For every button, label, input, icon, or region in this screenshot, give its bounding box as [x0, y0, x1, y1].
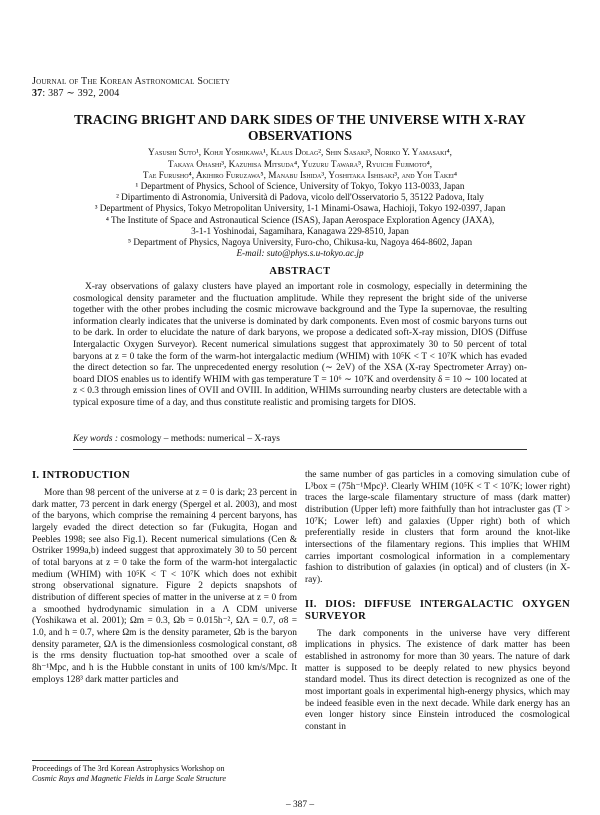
introduction-paragraph: More than 98 percent of the universe at z = 0 is dark; 23 percent in dark matter, 73 percent in dark energy (Spergel et al. 2003), and most of the baryons, which comprise the remaining 4 percent baryons, has largely evaded the direct detection so far (Fukugita, Hogan and Peebles 1998; see also Fig.1). Recent numerical simulations (Cen & Ostriker 1999a,b) indeed suggest that approximately 30 to 50 percent of total baryons at z = 0 take the form of the warm-hot intergalactic medium (WHIM) with 10⁵K < T < 10⁷K which does not exhibit strong observational signature. Figure 2 depicts snapshots of distribution of different species of matter in the universe at z = 0 from a smoothed hydrodynamic simulation in a Λ CDM universe (Yoshikawa et al. 2001); Ωm = 0.3, Ωb = 0.015h⁻², ΩΛ = 0.7, σ8 = 1.0, and h = 0.7, where Ωm is the density parameter, Ωb is the baryon density parameter, ΩΛ is the dimensionless cosmological constant, σ8 is the rms density fluctuation top-hat smoothed over a scale of 8h⁻¹Mpc, and h is the Hubble constant in units of 100 km/s/Mpc. It employs 128³ dark matter particles and: [32, 488, 297, 685]
journal-volume-line: [32, 88, 230, 100]
abstract-text: X-ray observations of galaxy clusters have played an important role in cosmology, especially in determining the cosmological density parameter and the fluctuation amplitude. While they represent the bright side of the universe together with the other probes including the cosmic microwave background and the Type Ia supernovae, the resulting information clearly indicates that the universe is dominated by dark components. Even most of cosmic baryons turns out to be dark. In order to elucidate the nature of dark baryons, we propose a dedicated soft-X-ray mission, DIOS (Diffuse Intergalactic Oxygen Surveyor). Recent numerical simulations suggest that approximately 30 to 50 percent of total baryons at z = 0 take the form of the warm-hot intergalactic medium (WHIM) with 10⁵K < T < 10⁷K which has evaded the direct detection so far. The unprecedented energy resolution (∼ 2eV) of the XSA (X-ray Spectrometer Array) on-board DIOS enables us to identify WHIM with gas temperature T = 10⁶ ∼ 10⁷K and overdensity δ = 10 ∼ 100 located at z < 0.3 through emission lines of OVII and OVIII. In addition, WHIMs surrounding nearby clusters are detectable with a typical exposure time of a day, and thus constitute realistic and promising targets for DIOS.: [73, 282, 527, 408]
journal-volume: 37: [32, 88, 43, 99]
affiliation-line: ¹ Department of Physics, School of Science, University of Tokyo, Tokyo 113-0033, Japan: [135, 181, 465, 191]
journal-pages: : 387 ∼ 392, 2004: [42, 88, 120, 99]
page-number: – 387 –: [285, 800, 315, 810]
author-line: Yasushi Suto¹, Kohji Yoshikawa¹, Klaus Dolag², Shin Sasaki³, Noriko Y. Yamasaki⁴,: [148, 147, 452, 157]
paper-title: TRACING BRIGHT AND DARK SIDES OF THE UNIVERSE WITH X-RAY OBSERVATIONS: [74, 112, 526, 143]
keywords: [73, 434, 527, 444]
affiliation-line: ² Dipartimento di Astronomia, Università di Padova, vicolo dell'Osservatorio 5, 35122 Padova, Italy: [116, 192, 484, 203]
affiliation-list: [20, 181, 580, 259]
affiliation-line: ³ Department of Physics, Tokyo Metropolitan University, 1-1 Minami-Osawa, Hachioji, Tokyo 192-0397, Japan: [94, 203, 506, 214]
affiliation-line: 3-1-1 Yoshinodai, Sagamihara, Kanagawa 229-8510, Japan: [191, 225, 409, 236]
footnote-divider: [32, 760, 152, 761]
author-line: Tae Furusho⁴, Akihiro Furuzawa⁵, Manabu Ishida³, Yoshitaka Ishisaki³, and Yoh Takei⁴: [142, 170, 458, 180]
affiliation-line: ⁵ Department of Physics, Nagoya University, Furo-cho, Chikusa-ku, Nagoya 464-8602, Japan: [127, 237, 473, 248]
dios-paragraph: The dark components in the universe have very different implications in physics. The existence of dark matter has been established in astronomy for more than 30 years. The nature of dark matter is supposed to be deeply related to new physics beyond standard model. Thus its direct detection is recognized as one of the most important goals in experimental high-energy physics, which may be indeed feasible even in the next decade. While dark energy has an even longer history since Einstein introduced the cosmological constant in: [305, 628, 570, 732]
keywords-label: Key words :: [73, 434, 118, 444]
abstract-divider: [73, 449, 527, 450]
right-column: [305, 470, 570, 733]
footnote-line: Proceedings of The 3rd Korean Astrophysics Workshop on: [32, 764, 225, 773]
author-line: Takaya Ohashi³, Kazuhisa Mitsuda⁴, Yuzuru Tawara⁵, Ryuichi Fujimoto⁴,: [167, 158, 433, 169]
journal-name: Journal of The Korean Astronomical Society: [32, 76, 230, 87]
author-list: [40, 147, 560, 182]
section-heading-introduction: I. INTRODUCTION: [32, 470, 130, 481]
footnote: [32, 764, 300, 784]
affiliation-line: ⁴ The Institute of Space and Astronautical Science (ISAS), Japan Aerospace Exploration Agency (JAXA),: [105, 214, 495, 225]
left-column: [32, 470, 297, 686]
abstract-heading: ABSTRACT: [269, 266, 331, 277]
introduction-continued-paragraph: the same number of gas particles in a comoving simulation cube of L³box = (75h⁻¹Mpc)³. Clearly WHIM (10⁵K < T < 10⁷K; lower right) traces the large-scale filamentary structure of mass (dark matter) distribution (Upper left) more faithfully than hot intracluster gas (T > 10⁷K; Lower left) and galaxies (Upper right) both of which preferentially reside in clusters that form around the knot-like intersections of the filamentary regions. This implies that WHIM carries important cosmological information in a complementary fashion to distribution of galaxies (in optical) and of clusters (in X-ray).: [305, 470, 570, 585]
section-heading-dios: II. DIOS: DIFFUSE INTERGALACTIC OXYGEN SURVEYOR: [305, 598, 570, 622]
journal-header: [32, 76, 230, 100]
keywords-list: cosmology – methods: numerical – X-rays: [120, 434, 280, 444]
contact-email: E-mail: suto@phys.s.u-tokyo.ac.jp: [236, 248, 364, 259]
footnote-line: Cosmic Rays and Magnetic Fields in Large Scale Structure: [32, 773, 227, 783]
